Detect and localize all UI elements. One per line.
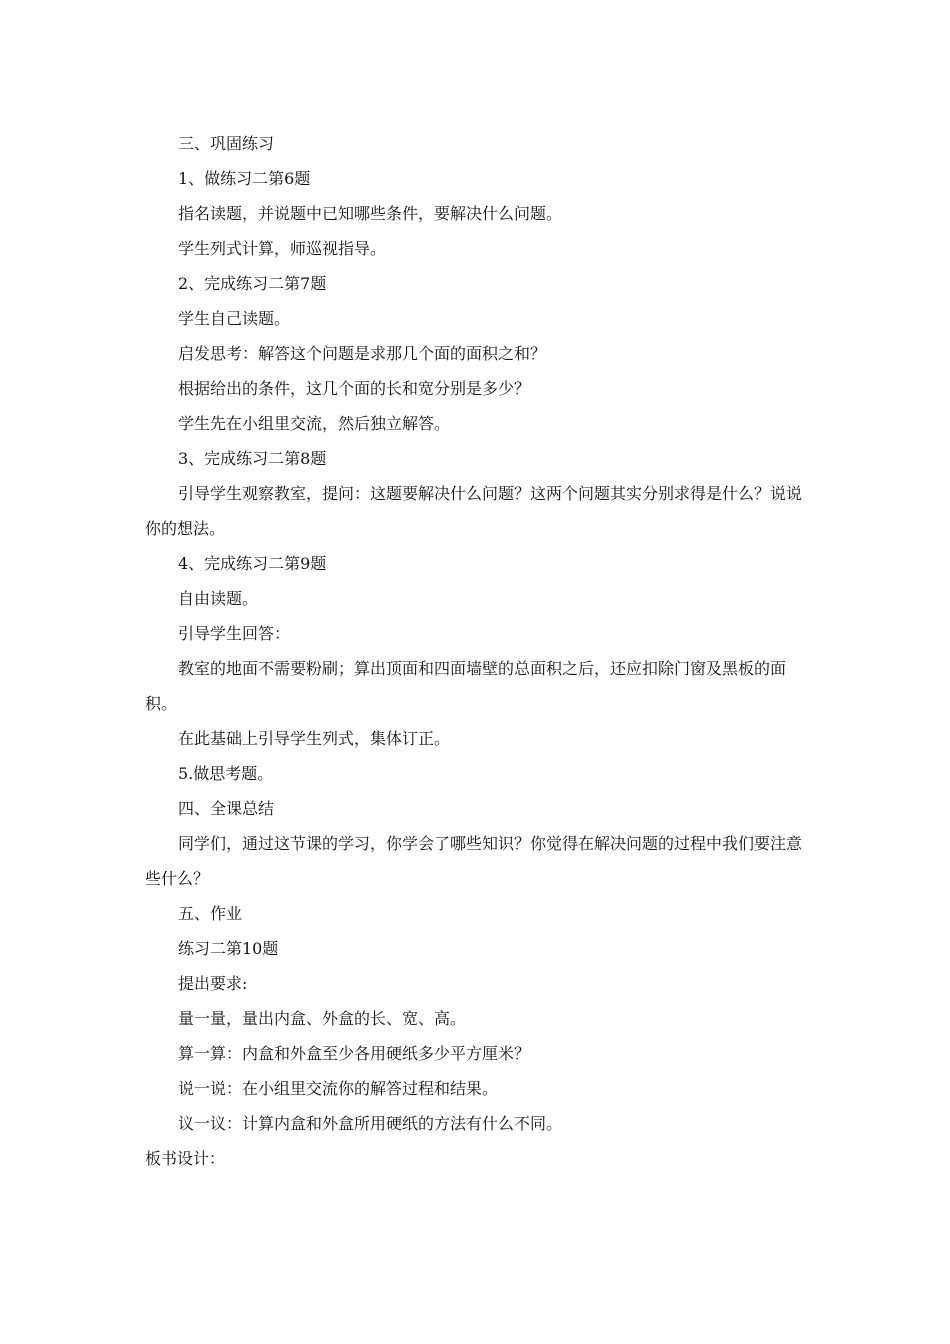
exercise-item-5: 5.做思考题。 (178, 764, 274, 783)
section-heading-consolidation: 三、巩固练习 (178, 134, 275, 153)
paragraph: 引导学生观察教室，提问：这题要解决什么问题？这两个问题其实分别求得是什么？说说你的想法。 (145, 484, 803, 538)
paragraph: 说一说：在小组里交流你的解答过程和结果。 (178, 1079, 499, 1098)
paragraph: 学生自己读题。 (178, 309, 291, 328)
board-design-heading: 板书设计： (145, 1149, 226, 1168)
paragraph: 根据给出的条件，这几个面的长和宽分别是多少？ (178, 379, 531, 398)
paragraph: 算一算：内盒和外盒至少各用硬纸多少平方厘米？ (178, 1044, 531, 1063)
paragraph: 学生列式计算，师巡视指导。 (178, 239, 387, 258)
paragraph: 量一量，量出内盒、外盒的长、宽、高。 (178, 1009, 467, 1028)
section-heading-summary: 四、全课总结 (178, 799, 275, 818)
paragraph: 教室的地面不需要粉刷；算出顶面和四面墙壁的总面积之后，还应扣除门窗及黑板的面积。 (145, 659, 787, 713)
paragraph: 在此基础上引导学生列式，集体订正。 (178, 729, 451, 748)
exercise-item-1: 1、做练习二第6题 (178, 169, 311, 188)
paragraph: 练习二第10题 (178, 939, 279, 958)
paragraph: 提出要求: (178, 974, 248, 993)
section-heading-homework: 五、作业 (178, 904, 243, 923)
exercise-item-2: 2、完成练习二第7题 (178, 274, 327, 293)
paragraph: 同学们，通过这节课的学习，你学会了哪些知识？你觉得在解决问题的过程中我们要注意些什么？ (145, 834, 803, 888)
paragraph: 议一议：计算内盒和外盒所用硬纸的方法有什么不同。 (178, 1114, 563, 1133)
paragraph: 自由读题。 (178, 589, 259, 608)
paragraph: 学生先在小组里交流，然后独立解答。 (178, 414, 451, 433)
paragraph: 启发思考：解答这个问题是求那几个面的面积之和？ (178, 344, 547, 363)
paragraph: 指名读题，并说题中已知哪些条件，要解决什么问题。 (178, 204, 563, 223)
exercise-item-3: 3、完成练习二第8题 (178, 449, 327, 468)
paragraph: 引导学生回答： (178, 624, 291, 643)
exercise-item-4: 4、完成练习二第9题 (178, 554, 327, 573)
document-body (145, 126, 810, 1176)
